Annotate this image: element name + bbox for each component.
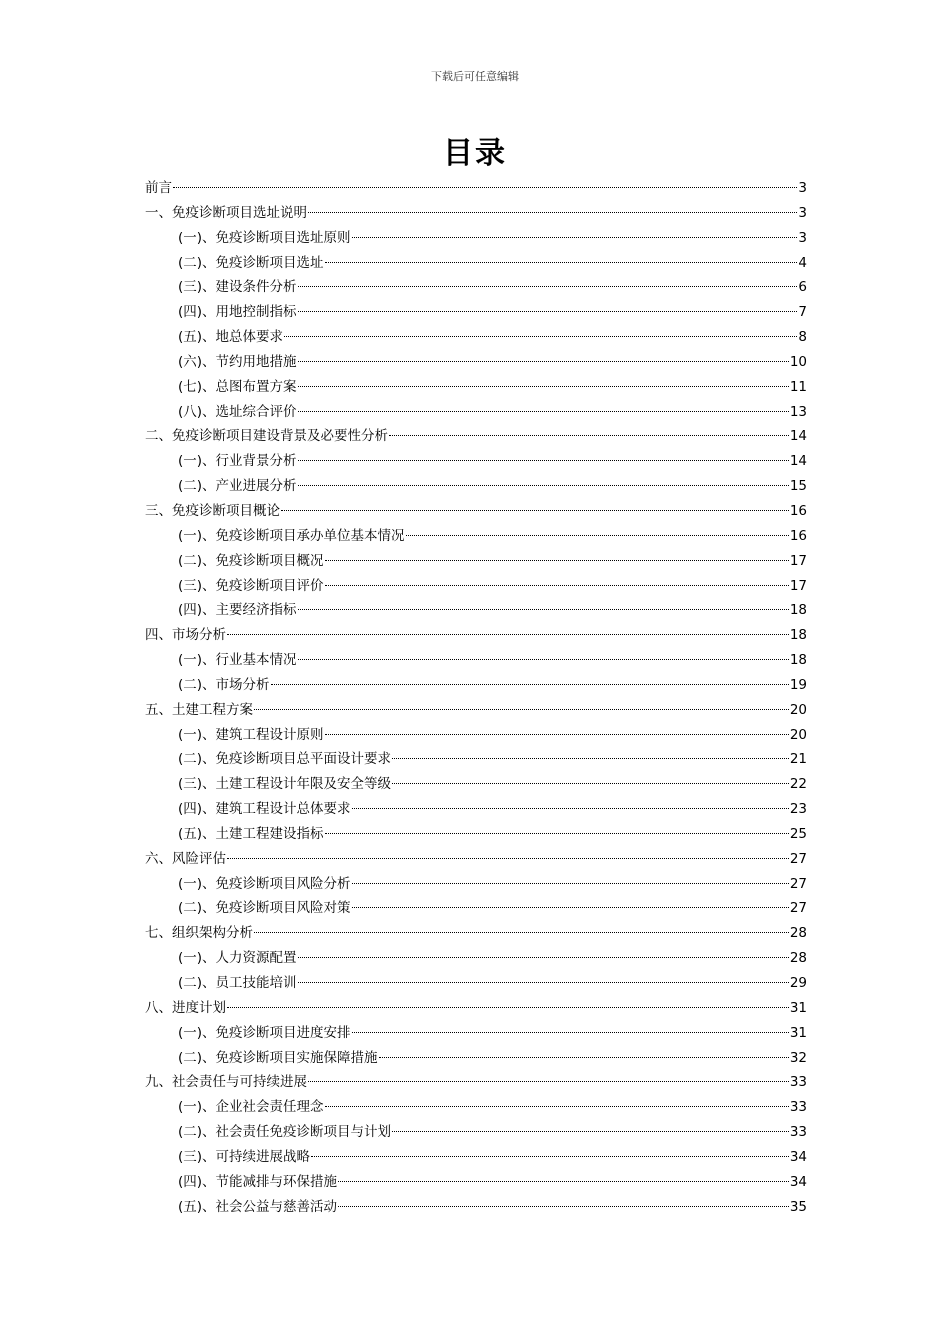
toc-subentry[interactable] <box>145 1021 807 1046</box>
toc-page-number: 3 <box>798 229 807 246</box>
toc-dot-leader <box>298 485 789 486</box>
toc-entry-label: (六)、节约用地措施 <box>178 353 297 370</box>
toc-entry-label: (一)、免疫诊断项目承办单位基本情况 <box>178 527 405 544</box>
toc-dot-leader <box>298 411 789 412</box>
toc-page-number: 4 <box>798 254 807 271</box>
toc-page-number: 31 <box>789 999 807 1016</box>
toc-dot-leader <box>254 932 789 933</box>
toc-dot-leader <box>298 460 789 461</box>
toc-entry-label: (一)、行业基本情况 <box>178 652 297 669</box>
toc-dot-leader <box>308 1081 789 1082</box>
toc-subentry[interactable] <box>145 946 807 971</box>
toc-title: 目录 <box>443 136 507 171</box>
toc-page-number: 6 <box>798 279 807 296</box>
toc-subentry[interactable] <box>145 400 807 425</box>
toc-entry-label: (一)、企业社会责任理念 <box>178 1099 324 1116</box>
toc-page-number: 23 <box>789 801 807 818</box>
toc-entry-label: (二)、免疫诊断项目风险对策 <box>178 900 351 917</box>
toc-subentry[interactable] <box>145 772 807 797</box>
toc-page-number: 33 <box>789 1099 807 1116</box>
toc-dot-leader <box>352 237 798 238</box>
toc-page-number: 28 <box>789 950 807 967</box>
toc-dot-leader <box>227 858 789 859</box>
toc-dot-leader <box>227 634 789 635</box>
toc-subentry[interactable] <box>145 1046 807 1071</box>
toc-subentry[interactable] <box>145 474 807 499</box>
toc-page-number: 18 <box>789 602 807 619</box>
toc-entry-label: (二)、免疫诊断项目总平面设计要求 <box>178 751 392 768</box>
toc-subentry[interactable] <box>145 226 807 251</box>
toc-entry-label: 五、土建工程方案 <box>145 701 253 718</box>
toc-entry[interactable] <box>145 1070 807 1095</box>
toc-entry[interactable] <box>145 176 807 201</box>
toc-entry-label: (二)、产业进展分析 <box>178 478 297 495</box>
table-of-contents <box>145 176 807 1219</box>
toc-entry[interactable] <box>145 921 807 946</box>
toc-subentry[interactable] <box>145 971 807 996</box>
toc-entry-label: (五)、社会公益与慈善活动 <box>178 1198 338 1215</box>
toc-entry-label: 七、组织架构分析 <box>145 925 253 942</box>
toc-dot-leader <box>352 808 789 809</box>
toc-subentry[interactable] <box>145 1120 807 1145</box>
toc-entry-label: (四)、用地控制指标 <box>178 304 297 321</box>
toc-dot-leader <box>311 1156 789 1157</box>
toc-entry-label: (四)、建筑工程设计总体要求 <box>178 801 351 818</box>
toc-dot-leader <box>271 684 789 685</box>
toc-dot-leader <box>325 833 789 834</box>
toc-dot-leader <box>284 336 797 337</box>
toc-entry-label: (一)、建筑工程设计原则 <box>178 726 324 743</box>
toc-subentry[interactable] <box>145 251 807 276</box>
toc-dot-leader <box>325 734 789 735</box>
toc-page-number: 33 <box>789 1074 807 1091</box>
toc-subentry[interactable] <box>145 673 807 698</box>
toc-entry-label: 二、免疫诊断项目建设背景及必要性分析 <box>145 428 388 445</box>
toc-dot-leader <box>298 957 789 958</box>
toc-entry-label: 三、免疫诊断项目概论 <box>145 502 280 519</box>
toc-subentry[interactable] <box>145 1095 807 1120</box>
toc-dot-leader <box>338 1181 789 1182</box>
toc-entry[interactable] <box>145 623 807 648</box>
toc-subentry[interactable] <box>145 449 807 474</box>
toc-subentry[interactable] <box>145 1145 807 1170</box>
toc-page-number: 17 <box>789 552 807 569</box>
toc-page-number: 13 <box>789 403 807 420</box>
toc-page-number: 31 <box>789 1024 807 1041</box>
toc-subentry[interactable] <box>145 648 807 673</box>
toc-page-number: 7 <box>798 304 807 321</box>
toc-page-number: 10 <box>789 353 807 370</box>
toc-subentry[interactable] <box>145 574 807 599</box>
toc-entry-label: (四)、节能减排与环保措施 <box>178 1173 338 1190</box>
toc-page-number: 33 <box>789 1124 807 1141</box>
toc-page-number: 19 <box>789 676 807 693</box>
toc-page-number: 34 <box>789 1173 807 1190</box>
toc-entry-label: 四、市场分析 <box>145 627 226 644</box>
toc-subentry[interactable] <box>145 350 807 375</box>
toc-entry-label: (四)、主要经济指标 <box>178 602 297 619</box>
toc-entry-label: (二)、员工技能培训 <box>178 975 297 991</box>
toc-page-number: 3 <box>798 180 807 196</box>
toc-entry-label: (一)、人力资源配置 <box>178 950 297 967</box>
toc-page-number: 20 <box>789 726 807 743</box>
toc-subentry[interactable] <box>145 375 807 400</box>
toc-page-number: 34 <box>789 1148 807 1165</box>
toc-dot-leader <box>298 659 789 660</box>
toc-dot-leader <box>325 262 798 263</box>
toc-dot-leader <box>308 212 797 213</box>
toc-page-number: 15 <box>789 478 807 495</box>
toc-entry-label: 九、社会责任与可持续进展 <box>145 1074 307 1091</box>
toc-subentry[interactable] <box>145 300 807 325</box>
toc-dot-leader <box>298 361 789 362</box>
toc-dot-leader <box>352 883 789 884</box>
toc-page-number: 27 <box>789 900 807 917</box>
toc-entry-label: 八、进度计划 <box>145 999 226 1016</box>
toc-dot-leader <box>392 1131 789 1132</box>
toc-entry-label: (三)、土建工程设计年限及安全等级 <box>178 776 392 793</box>
toc-page-number: 18 <box>789 627 807 644</box>
toc-dot-leader <box>173 187 797 188</box>
toc-page-number: 28 <box>789 925 807 942</box>
toc-subentry[interactable] <box>145 1195 807 1220</box>
toc-dot-leader <box>325 585 789 586</box>
toc-page-number: 27 <box>789 875 807 892</box>
toc-page-number: 16 <box>789 502 807 519</box>
toc-entry[interactable] <box>145 424 807 449</box>
toc-subentry[interactable] <box>145 872 807 897</box>
toc-subentry[interactable] <box>145 598 807 623</box>
toc-dot-leader <box>352 1032 789 1033</box>
toc-dot-leader <box>298 386 789 387</box>
toc-page-number: 17 <box>789 577 807 594</box>
toc-page-number: 3 <box>798 204 807 221</box>
toc-entry-label: (三)、可持续进展战略 <box>178 1148 311 1165</box>
toc-page-number: 14 <box>789 453 807 470</box>
toc-entry-label: 一、免疫诊断项目选址说明 <box>145 204 307 221</box>
toc-subentry[interactable] <box>145 723 807 748</box>
toc-entry-label: (一)、免疫诊断项目选址原则 <box>178 229 351 246</box>
toc-entry[interactable] <box>145 201 807 226</box>
toc-entry-label: (二)、市场分析 <box>178 676 270 693</box>
toc-dot-leader <box>298 609 789 610</box>
toc-entry-label: (二)、免疫诊断项目概况 <box>178 552 324 569</box>
toc-entry-label: 六、风险评估 <box>145 850 226 867</box>
toc-page-number: 22 <box>789 776 807 793</box>
toc-page-number: 8 <box>798 329 807 346</box>
toc-dot-leader <box>281 510 789 511</box>
toc-dot-leader <box>406 535 789 536</box>
toc-dot-leader <box>325 1106 789 1107</box>
toc-dot-leader <box>325 560 789 561</box>
toc-entry-label: (八)、选址综合评价 <box>178 403 297 420</box>
toc-entry-label: (三)、免疫诊断项目评价 <box>178 577 324 594</box>
toc-page-number: 21 <box>789 751 807 768</box>
toc-entry-label: (二)、社会责任免疫诊断项目与计划 <box>178 1124 392 1141</box>
toc-entry-label: 前言 <box>145 180 172 196</box>
toc-subentry[interactable] <box>145 797 807 822</box>
toc-dot-leader <box>352 907 789 908</box>
toc-subentry[interactable] <box>145 325 807 350</box>
toc-dot-leader <box>338 1206 789 1207</box>
toc-entry-label: (一)、行业背景分析 <box>178 453 297 470</box>
toc-page-number: 27 <box>789 850 807 867</box>
toc-subentry[interactable] <box>145 549 807 574</box>
toc-page-number: 20 <box>789 701 807 718</box>
toc-dot-leader <box>298 982 789 983</box>
toc-dot-leader <box>298 311 798 312</box>
toc-subentry[interactable] <box>145 896 807 921</box>
toc-page-number: 16 <box>789 527 807 544</box>
toc-entry-label: (五)、地总体要求 <box>178 329 284 346</box>
toc-page-number: 29 <box>789 975 807 991</box>
toc-subentry[interactable] <box>145 524 807 549</box>
toc-entry-label: (一)、免疫诊断项目风险分析 <box>178 875 351 892</box>
toc-dot-leader <box>379 1057 789 1058</box>
toc-entry[interactable] <box>145 847 807 872</box>
toc-dot-leader <box>392 783 789 784</box>
toc-page-number: 11 <box>789 378 807 395</box>
toc-dot-leader <box>389 435 789 436</box>
toc-entry[interactable] <box>145 996 807 1021</box>
toc-entry-label: (七)、总图布置方案 <box>178 378 297 395</box>
toc-dot-leader <box>254 709 789 710</box>
toc-page-number: 14 <box>789 428 807 445</box>
toc-dot-leader <box>392 758 789 759</box>
toc-subentry[interactable] <box>145 1170 807 1195</box>
toc-entry-label: (二)、免疫诊断项目选址 <box>178 254 324 271</box>
toc-dot-leader <box>298 286 798 287</box>
toc-page-number: 35 <box>789 1198 807 1215</box>
toc-subentry[interactable] <box>145 822 807 847</box>
toc-subentry[interactable] <box>145 747 807 772</box>
toc-page-number: 32 <box>789 1049 807 1066</box>
toc-subentry[interactable] <box>145 275 807 300</box>
toc-page-number: 18 <box>789 652 807 669</box>
toc-entry-label: (一)、免疫诊断项目进度安排 <box>178 1024 351 1041</box>
toc-entry-label: (二)、免疫诊断项目实施保障措施 <box>178 1049 378 1066</box>
toc-entry-label: (三)、建设条件分析 <box>178 279 297 296</box>
toc-page-number: 25 <box>789 825 807 842</box>
toc-dot-leader <box>227 1007 789 1008</box>
toc-entry[interactable] <box>145 698 807 723</box>
header-note: 下载后可任意编辑 <box>431 70 519 83</box>
toc-entry[interactable] <box>145 499 807 524</box>
toc-entry-label: (五)、土建工程建设指标 <box>178 825 324 842</box>
